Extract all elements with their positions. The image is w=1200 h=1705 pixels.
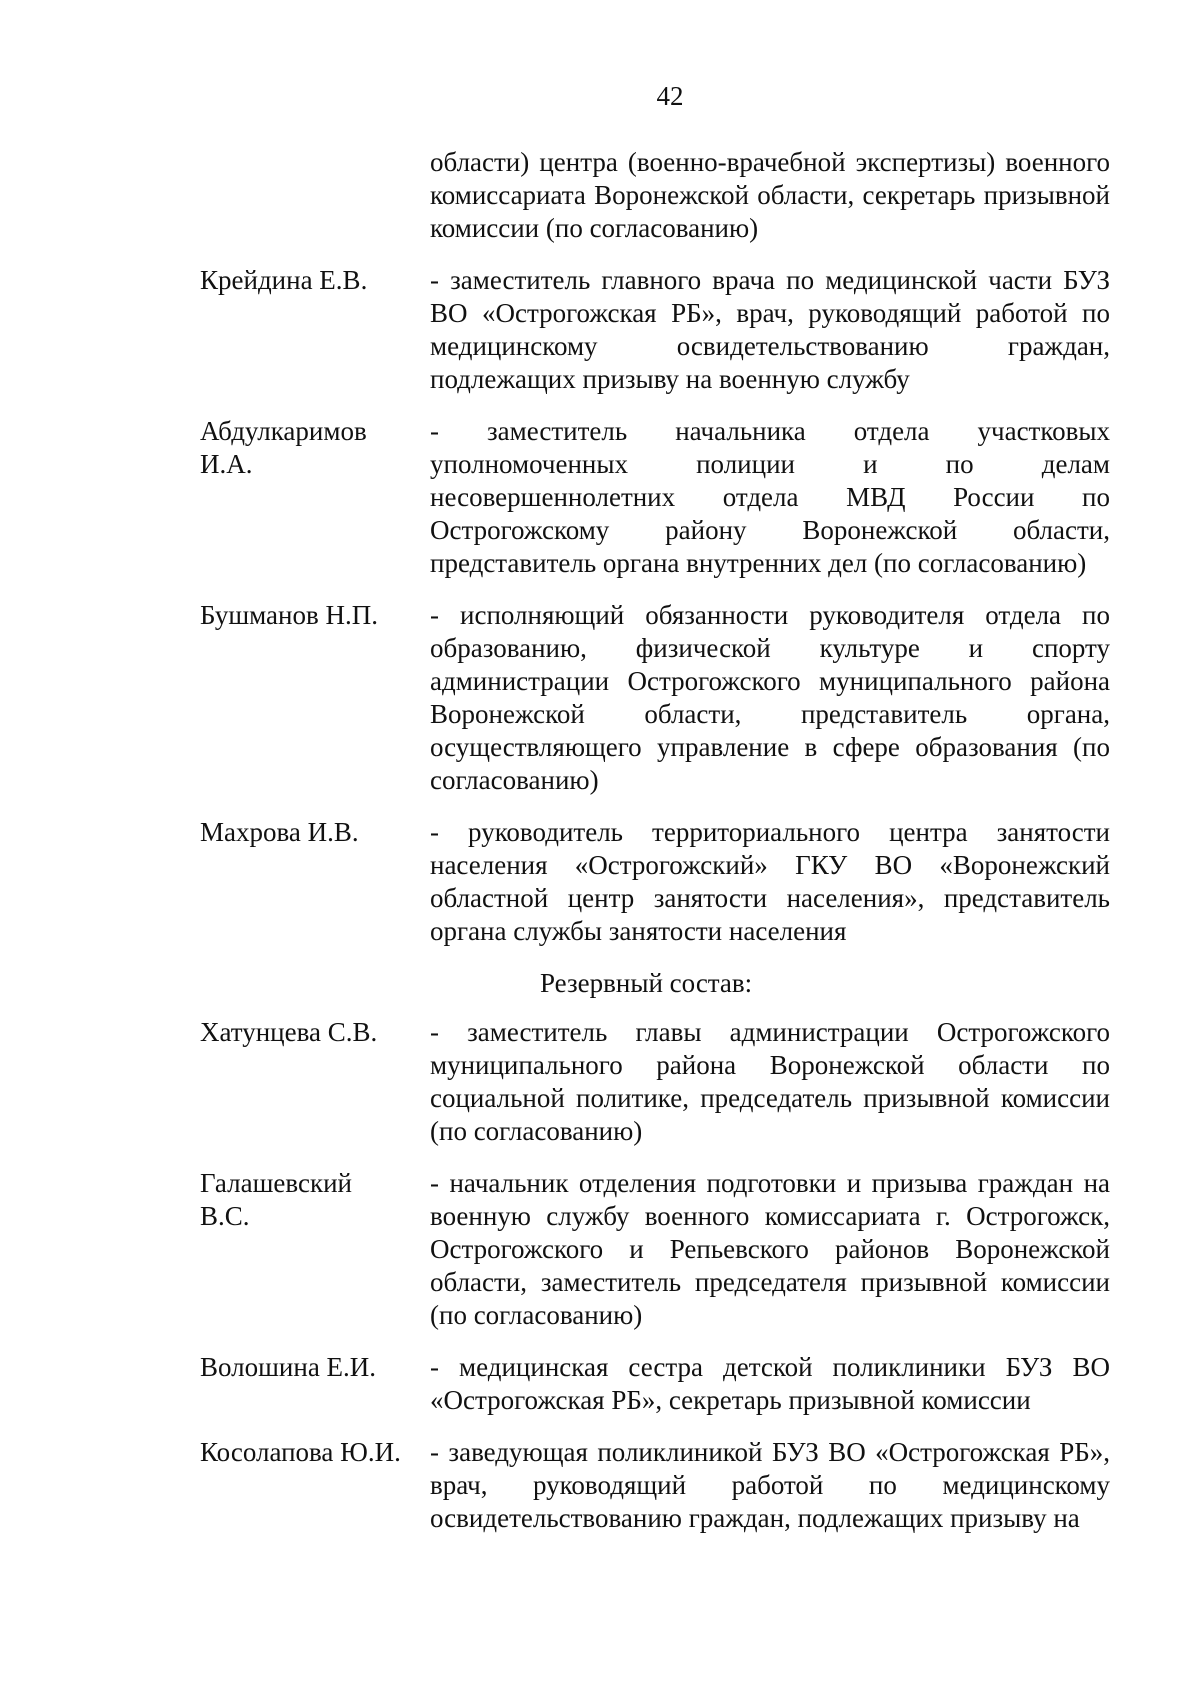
reserve-member-entry	[200, 1167, 1110, 1332]
commission-list	[200, 146, 1110, 1554]
member-name: Косолапова Ю.И.	[200, 1437, 401, 1467]
member-description: - медицинская сестра детской поликлиники БУЗ ВО «Острогожская РБ», секретарь призывной комиссии	[430, 1352, 1110, 1415]
page-number: 42	[656, 81, 684, 111]
member-name-line: И.А.	[200, 449, 253, 479]
member-name	[200, 1167, 430, 1233]
member-description: - руководитель территориального центра занятости населения «Острогожский» ГКУ ВО «Воронежский областной центр занятости населения», представитель органа службы занятости населения	[430, 817, 1110, 946]
member-name-line: В.С.	[200, 1201, 250, 1231]
member-entry	[200, 264, 1110, 396]
member-name: Хатунцева С.В.	[200, 1017, 378, 1047]
member-entry-continued	[200, 146, 1110, 245]
member-name-line: Галашевский	[200, 1168, 352, 1198]
member-entry	[200, 816, 1110, 948]
member-description: - заведующая поликлиникой БУЗ ВО «Острогожская РБ», врач, руководящий работой по медицинскому освидетельствованию граждан, подлежащих призыву на	[430, 1437, 1110, 1533]
member-name: Крейдина Е.В.	[200, 265, 368, 295]
member-description: - заместитель главного врача по медицинской части БУЗ ВО «Острогожская РБ», врач, руководящий работой по медицинскому освидетельствованию граждан, подлежащих призыву на военную службу	[430, 265, 1110, 394]
member-name: Волошина Е.И.	[200, 1352, 377, 1382]
member-description: - начальник отделения подготовки и призыва граждан на военную службу военного комиссариата г. Острогожск, Острогожского и Репьевского районов Воронежской области, заместитель председателя призывной комиссии (по согласованию)	[430, 1168, 1110, 1330]
reserve-member-entry	[200, 1016, 1110, 1148]
member-entry	[200, 415, 1110, 580]
reserve-member-entry	[200, 1436, 1110, 1535]
reserve-member-entry	[200, 1351, 1110, 1417]
member-description: - заместитель главы администрации Острогожского муниципального района Воронежской области по социальной политике, председатель призывной комиссии (по согласованию)	[430, 1017, 1110, 1146]
reserve-section-heading: Резервный состав:	[540, 968, 753, 998]
member-name: Махрова И.В.	[200, 817, 359, 847]
member-name	[200, 415, 430, 481]
member-entry	[200, 599, 1110, 797]
member-description: области) центра (военно-врачебной экспертизы) военного комиссариата Воронежской области, секретарь призывной комиссии (по согласованию)	[430, 147, 1110, 243]
member-description: - исполняющий обязанности руководителя отдела по образованию, физической культуре и спорту администрации Острогожского муниципального района Воронежской области, представитель органа, осуществляющего управление в сфере образования (по согласованию)	[430, 600, 1110, 795]
member-description: - заместитель начальника отдела участковых уполномоченных полиции и по делам несовершеннолетних отдела МВД России по Острогожскому району Воронежской области, представитель органа внутренних дел (по согласованию)	[430, 416, 1110, 578]
member-name: Бушманов Н.П.	[200, 600, 378, 630]
member-name-line: Абдулкаримов	[200, 416, 367, 446]
